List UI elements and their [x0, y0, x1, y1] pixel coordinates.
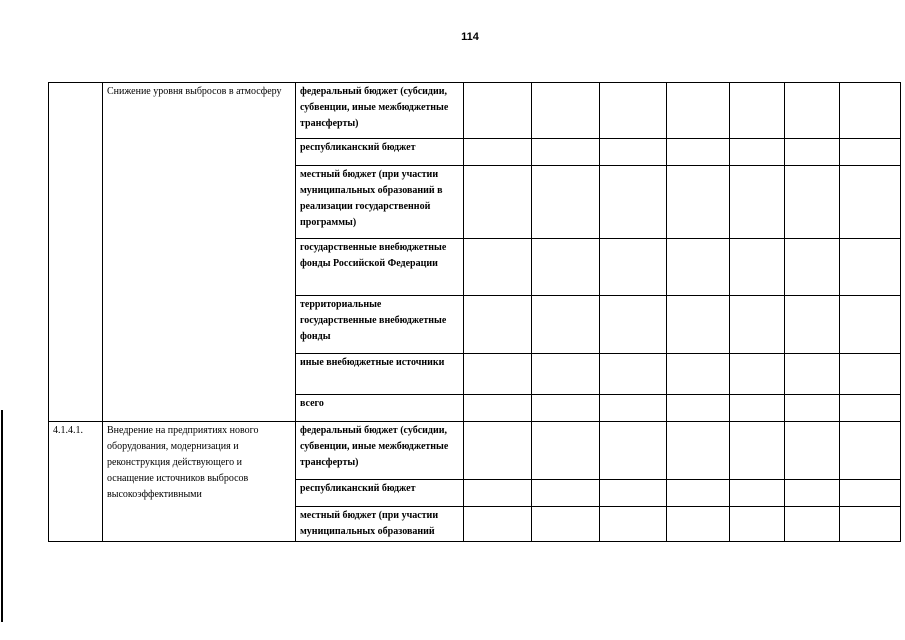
value-cell — [464, 395, 532, 422]
table-row — [49, 83, 901, 139]
funding-source: федеральный бюджет (субсидии, субвенции, иные межбюджетные трансферты) — [296, 422, 464, 480]
value-cell — [730, 395, 785, 422]
value-cell — [667, 507, 730, 542]
funding-source: федеральный бюджет (субсидии, субвенции, иные межбюджетные трансферты) — [296, 83, 464, 139]
value-cell — [600, 239, 667, 296]
funding-source: всего — [296, 395, 464, 422]
value-cell — [532, 507, 600, 542]
value-cell — [840, 422, 901, 480]
value-cell — [840, 239, 901, 296]
value-cell — [785, 166, 840, 239]
value-cell — [667, 422, 730, 480]
value-cell — [840, 507, 901, 542]
value-cell — [532, 239, 600, 296]
value-cell — [600, 296, 667, 354]
funding-source: республиканский бюджет — [296, 480, 464, 507]
funding-source: республиканский бюджет — [296, 139, 464, 166]
value-cell — [532, 354, 600, 395]
value-cell — [785, 480, 840, 507]
value-cell — [785, 395, 840, 422]
value-cell — [464, 166, 532, 239]
margin-bar — [1, 410, 3, 622]
value-cell — [730, 422, 785, 480]
value-cell — [600, 354, 667, 395]
value-cell — [532, 296, 600, 354]
value-cell — [600, 507, 667, 542]
value-cell — [730, 83, 785, 139]
value-cell — [600, 422, 667, 480]
value-cell — [667, 354, 730, 395]
value-cell — [840, 166, 901, 239]
value-cell — [600, 395, 667, 422]
page-number: 114 — [461, 31, 479, 43]
value-cell — [840, 480, 901, 507]
value-cell — [532, 83, 600, 139]
value-cell — [667, 480, 730, 507]
section-code: 4.1.4.1. — [49, 422, 103, 542]
value-cell — [840, 354, 901, 395]
value-cell — [600, 83, 667, 139]
value-cell — [464, 480, 532, 507]
value-cell — [532, 166, 600, 239]
value-cell — [785, 422, 840, 480]
section-title: Внедрение на предприятиях нового оборудования, модернизация и реконструкция действующего и оснащение источников выбросов высокоэффективными — [103, 422, 296, 542]
value-cell — [730, 139, 785, 166]
value-cell — [667, 139, 730, 166]
funding-source: местный бюджет (при участии муниципальных образований в реализации государственной программы) — [296, 166, 464, 239]
value-cell — [464, 422, 532, 480]
value-cell — [730, 507, 785, 542]
value-cell — [785, 239, 840, 296]
value-cell — [730, 296, 785, 354]
funding-source: иные внебюджетные источники — [296, 354, 464, 395]
value-cell — [840, 395, 901, 422]
value-cell — [464, 296, 532, 354]
value-cell — [730, 354, 785, 395]
value-cell — [730, 166, 785, 239]
value-cell — [464, 354, 532, 395]
value-cell — [667, 83, 730, 139]
value-cell — [840, 83, 901, 139]
section-code — [49, 83, 103, 422]
value-cell — [532, 480, 600, 507]
value-cell — [464, 239, 532, 296]
value-cell — [785, 296, 840, 354]
value-cell — [532, 395, 600, 422]
value-cell — [840, 296, 901, 354]
value-cell — [840, 139, 901, 166]
value-cell — [464, 139, 532, 166]
value-cell — [600, 139, 667, 166]
value-cell — [785, 139, 840, 166]
funding-source: территориальные государственные внебюджетные фонды — [296, 296, 464, 354]
value-cell — [532, 422, 600, 480]
value-cell — [785, 507, 840, 542]
funding-source: местный бюджет (при участии муниципальных образований — [296, 507, 464, 542]
value-cell — [785, 83, 840, 139]
value-cell — [532, 139, 600, 166]
value-cell — [600, 480, 667, 507]
value-cell — [730, 480, 785, 507]
value-cell — [667, 395, 730, 422]
financing-table — [48, 82, 901, 542]
value-cell — [464, 83, 532, 139]
value-cell — [785, 354, 840, 395]
funding-source: государственные внебюджетные фонды Российской Федерации — [296, 239, 464, 296]
value-cell — [600, 166, 667, 239]
value-cell — [667, 166, 730, 239]
value-cell — [464, 507, 532, 542]
section-title: Снижение уровня выбросов в атмосферу — [103, 83, 296, 422]
value-cell — [667, 239, 730, 296]
value-cell — [730, 239, 785, 296]
value-cell — [667, 296, 730, 354]
table-row — [49, 422, 901, 480]
